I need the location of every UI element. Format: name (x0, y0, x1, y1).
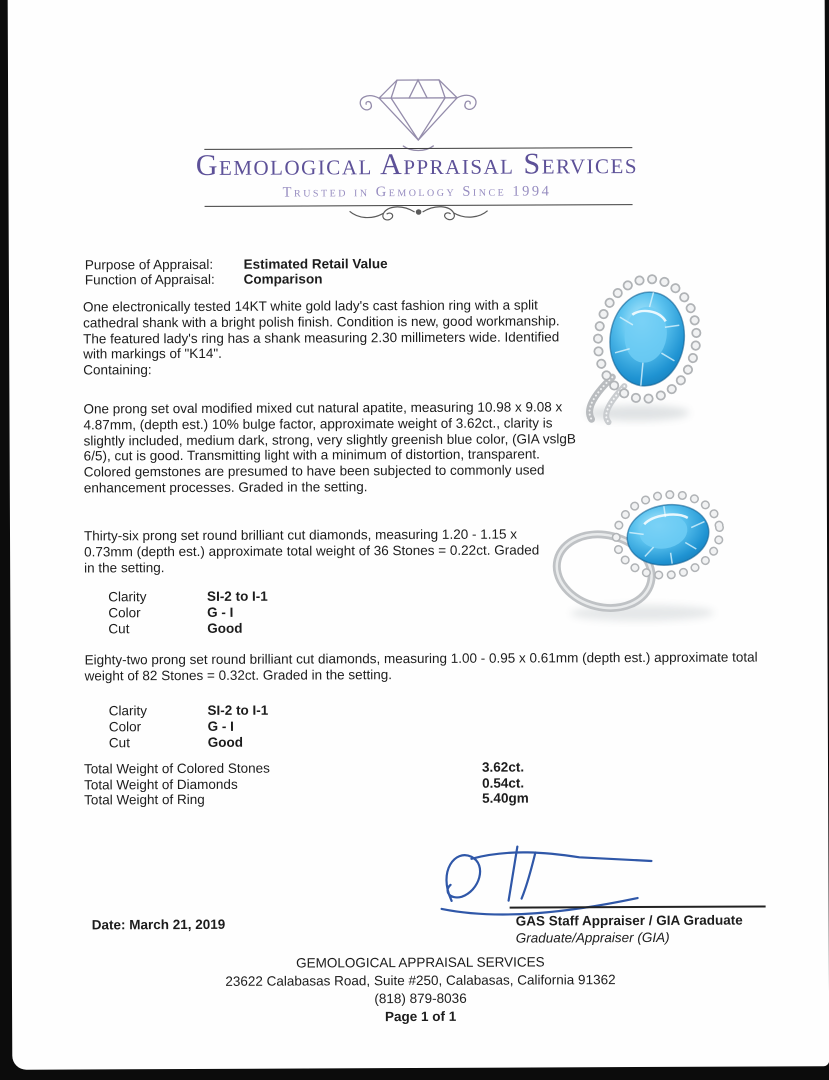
function-label: Function of Appraisal: (84, 271, 215, 288)
total-label: Total Weight of Colored Stones (83, 760, 270, 777)
appraiser-title: Graduate/Appraiser (GIA) (515, 929, 670, 946)
diamond-logo-icon (353, 66, 483, 153)
ring-photo-side-icon (542, 475, 749, 628)
grading-value: G - I (207, 604, 234, 621)
grading-value: G - I (207, 718, 234, 735)
ring-photo-top-icon (557, 267, 740, 428)
grading-label: Cut (108, 621, 130, 637)
grading-label: Clarity (108, 703, 148, 719)
paragraph-apatite: One prong set oval modified mixed cut natural apatite, measuring 10.98 x 9.08 x 4.87mm, (depth est.) 10% bulge factor, approximate weight of 3.62ct., clarity is slightly included, medium dark, strong, very slightly greenish blue color, (GIA vslgB 6/5), cut is good. Transmitting light with a minimum of distortion, transparent. Colored gemstones are presumed to have been subjected to commonly used enhancement processes. Graded in the setting. (83, 399, 576, 496)
grading-value: Good (207, 621, 243, 637)
grading-row (108, 605, 268, 622)
flourish-ornament-icon (344, 201, 494, 230)
grading-row (109, 703, 269, 720)
total-label: Total Weight of Ring (84, 792, 205, 808)
function-row (85, 271, 323, 288)
paragraph-ring-description: One electronically tested 14KT white gold lady's cast fashion ring with a split cathedral shank with a bright polish finish. Condition is new, good workmanship. The featured lady's ring has a shank measuring 2.30 millimeters wide. Identified with markings of "K14". Containing: (82, 297, 560, 378)
total-row (84, 790, 644, 808)
grading-row (108, 589, 268, 606)
grading-value: SI-2 to I-1 (207, 588, 268, 604)
grading-row (109, 719, 269, 736)
grading-label: Color (108, 605, 141, 621)
grading-table-1 (108, 589, 268, 638)
grading-row (109, 735, 269, 752)
total-value: 0.54ct. (482, 775, 525, 791)
purpose-label: Purpose of Appraisal: (84, 256, 214, 273)
purpose-value: Estimated Retail Value (243, 256, 388, 272)
footer-phone: (818) 879-8036 (374, 990, 467, 1007)
grading-label: Cut (108, 735, 130, 751)
total-label: Total Weight of Diamonds (84, 776, 238, 793)
date-label: Date: March 21, 2019 (91, 916, 226, 933)
footer-company: GEMOLOGICAL APPRAISAL SERVICES (296, 954, 545, 971)
paragraph-diamonds-82: Eighty-two prong set round brilliant cut diamonds, measuring 1.00 - 0.95 x 0.61mm (depth est.) approximate total weight of 82 Stones = 0.32ct. Graded in the setting. (84, 649, 758, 684)
purpose-row (85, 256, 388, 273)
grading-value: Good (207, 735, 243, 751)
footer-address: 23622 Calabasas Road, Suite #250, Calabasas, California 91362 (225, 972, 616, 989)
grading-row (108, 621, 268, 638)
totals-block (84, 759, 644, 808)
function-value: Comparison (243, 271, 323, 287)
company-name: Gemological Appraisal Services (195, 147, 639, 182)
grading-table-2 (109, 703, 269, 752)
total-value: 3.62ct. (481, 759, 525, 775)
footer-page-number: Page 1 of 1 (384, 1008, 457, 1025)
grading-value: SI-2 to I-1 (207, 702, 269, 718)
grading-label: Clarity (108, 589, 147, 605)
grading-label: Color (108, 719, 142, 735)
company-tagline: Trusted in Gemology Since 1994 (282, 183, 552, 201)
appraiser-name: GAS Staff Appraiser / GIA Graduate (515, 912, 743, 929)
paragraph-diamonds-36: Thirty-six prong set round brilliant cut diamonds, measuring 1.20 - 1.15 x 0.73mm (depth est.) approximate total weight of 36 Stones = 0.22ct. Graded in the setting. (83, 526, 540, 576)
appraisal-page (8, 0, 829, 1070)
total-value: 5.40gm (482, 790, 529, 806)
